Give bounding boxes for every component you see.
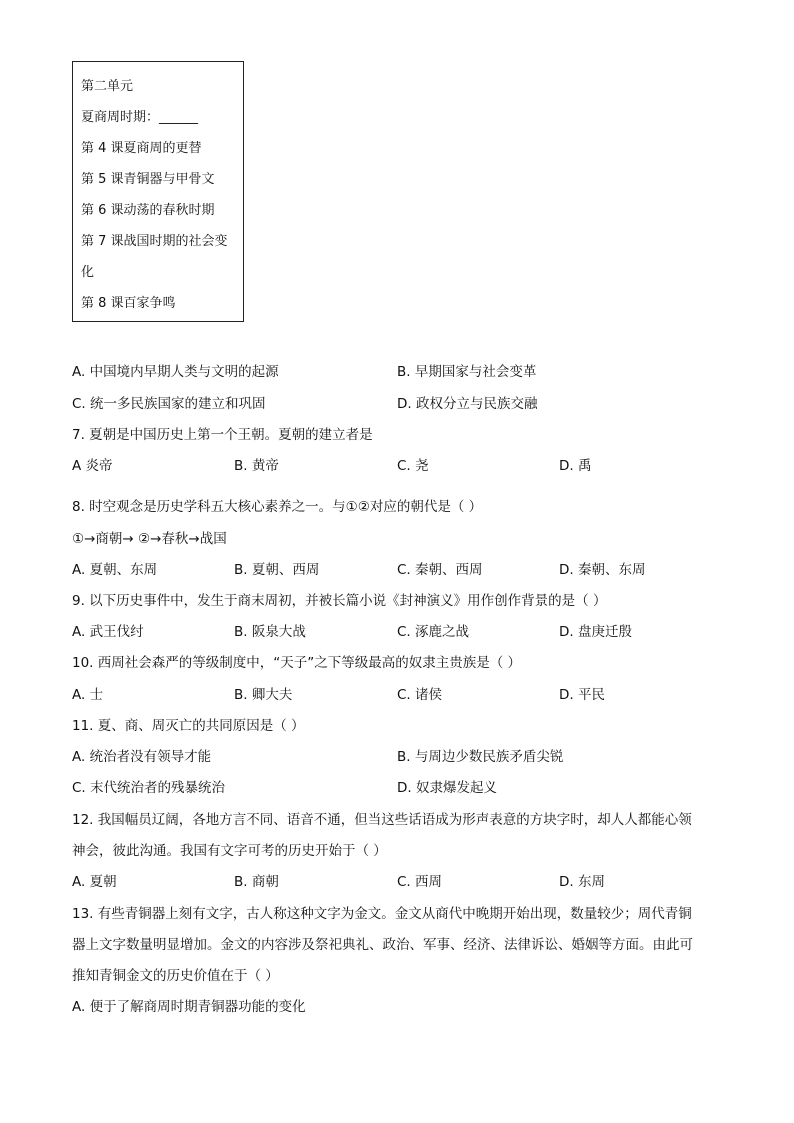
q10-option-c: C. 诸侯 (397, 687, 443, 703)
q10-stem: 10. 西周社会森严的等级制度中，“天子”之下等级最高的奴隶主贵族是（ ） (72, 655, 522, 671)
q13-stem-line3: 推知青铜金文的历史价值在于（ ） (72, 968, 279, 984)
lesson-5: 第 5 课青铜器与甲骨文 (81, 172, 215, 187)
q11-option-d: D. 奴隶爆发起义 (397, 780, 497, 796)
q10-option-d: D. 平民 (559, 687, 605, 703)
q6-option-c: C. 统一多民族国家的建立和巩固 (72, 396, 266, 412)
q11-option-b: B. 与周边少数民族矛盾尖锐 (397, 749, 564, 765)
q12-stem-line2: 神会，彼此沟通。我国有文字可考的历史开始于（ ） (72, 843, 387, 859)
q10-option-b: B. 卿大夫 (234, 687, 293, 703)
q7-option-a: A 炎帝 (72, 458, 113, 474)
q13-stem-line2: 器上文字数量明显增加。金文的内容涉及祭祀典礼、政治、军事、经济、法律诉讼、婚姻等方面。由此可 (72, 937, 693, 953)
q10-option-a: A. 士 (72, 687, 104, 703)
q6-option-a: A. 中国境内早期人类与文明的起源 (72, 364, 279, 380)
q9-option-c: C. 涿鹿之战 (397, 624, 470, 640)
lesson-6: 第 6 课动荡的春秋时期 (81, 203, 215, 218)
lesson-7-cont: 化 (81, 265, 95, 280)
q8-option-d: D. 秦朝、东周 (559, 562, 646, 578)
q8-option-b: B. 夏朝、西周 (234, 562, 320, 578)
q12-option-c: C. 西周 (397, 874, 443, 890)
q8-stem: 8. 时空观念是历史学科五大核心素养之一。与①②对应的朝代是（ ） (72, 499, 483, 515)
q7-option-d: D. 禹 (559, 458, 592, 474)
q9-stem: 9. 以下历史事件中，发生于商末周初，并被长篇小说《封神演义》用作创作背景的是（ ） (72, 593, 607, 609)
q8-option-a: A. 夏朝、东周 (72, 562, 158, 578)
q8-option-c: C. 秦朝、西周 (397, 562, 483, 578)
q13-option-a: A. 便于了解商周时期青铜器功能的变化 (72, 999, 306, 1015)
unit-title: 第二单元 (81, 79, 134, 94)
q7-stem: 7. 夏朝是中国历史上第一个王朝。夏朝的建立者是 (72, 427, 373, 443)
q11-stem: 11. 夏、商、周灭亡的共同原因是（ ） (72, 718, 305, 734)
q9-option-d: D. 盘庚迁殷 (559, 624, 632, 640)
q12-option-b: B. 商朝 (234, 874, 279, 890)
lesson-4: 第 4 课夏商周的更替 (81, 141, 202, 156)
q11-option-a: A. 统治者没有领导才能 (72, 749, 212, 765)
lesson-7: 第 7 课战国时期的社会变 (81, 234, 228, 249)
q12-stem-line1: 12. 我国幅员辽阔，各地方言不同、语音不通，但当这些话语成为形声表意的方块字时，却人人都能心领 (72, 812, 692, 828)
q7-option-c: C. 尧 (397, 458, 429, 474)
q12-option-a: A. 夏朝 (72, 874, 117, 890)
unit-outline-box (72, 61, 244, 322)
q6-option-d: D. 政权分立与民族交融 (397, 396, 538, 412)
q9-option-b: B. 阪泉大战 (234, 624, 306, 640)
q11-option-c: C. 末代统治者的残暴统治 (72, 780, 226, 796)
q12-option-d: D. 东周 (559, 874, 605, 890)
unit-period: 夏商周时期：______ (81, 110, 199, 125)
q6-option-b: B. 早期国家与社会变革 (397, 364, 537, 380)
q7-option-b: B. 黄帝 (234, 458, 279, 474)
lesson-8: 第 8 课百家争鸣 (81, 296, 176, 311)
q13-stem-line1: 13. 有些青铜器上刻有文字，古人称这种文字为金文。金文从商代中晚期开始出现，数量较少；周代青铜 (72, 906, 692, 922)
q9-option-a: A. 武王伐纣 (72, 624, 144, 640)
q8-sequence: ①→商朝→ ②→春秋→战国 (72, 531, 227, 547)
